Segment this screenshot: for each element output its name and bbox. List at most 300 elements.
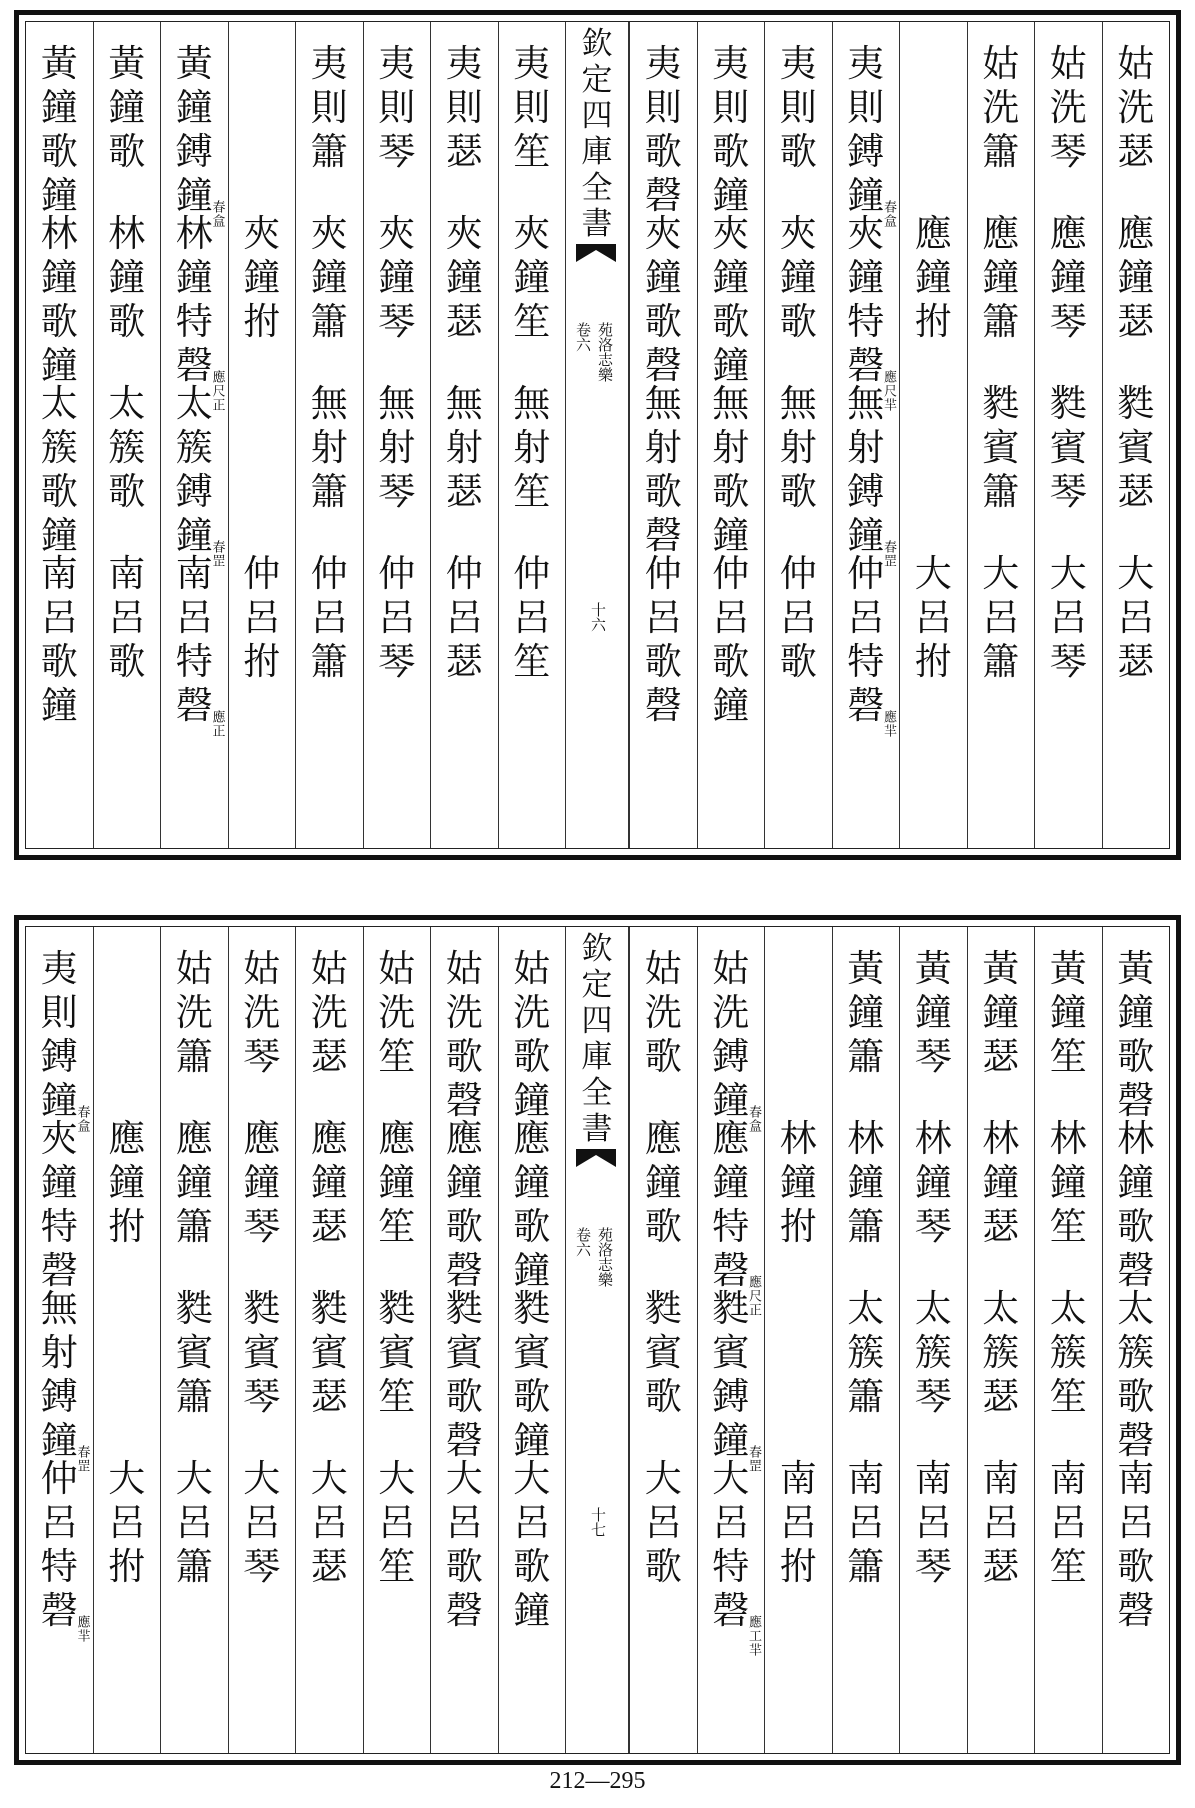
phrase-char: 歌	[40, 640, 78, 683]
text-column	[967, 22, 1035, 848]
phrase-char: 鐘	[779, 1161, 817, 1204]
phrase-char: 琴	[378, 640, 416, 683]
instrument-phrase	[161, 552, 228, 728]
phrase-char: 簫	[175, 1035, 213, 1078]
phrase-char: 簫	[847, 1205, 885, 1248]
phrase-char: 應	[1117, 212, 1155, 255]
center-title-char: 四	[581, 1003, 613, 1039]
phrase-char: 㽔	[175, 1287, 213, 1330]
phrase-char: 鎛	[40, 1375, 78, 1418]
text-column	[697, 927, 765, 1753]
phrase-char: 鐘	[40, 514, 78, 557]
instrument-phrase	[1103, 552, 1170, 684]
phrase-char: 夾	[40, 1117, 78, 1160]
center-title-char: 欽	[581, 931, 613, 967]
phrase-char: 太	[914, 1287, 952, 1330]
phrase-char: 林	[1117, 1117, 1155, 1160]
phrase-char: 林	[914, 1117, 952, 1160]
center-title-char: 庫	[581, 1039, 613, 1075]
phrase-char: 特	[175, 300, 213, 343]
center-title	[566, 26, 628, 242]
center-book-title: 苑洛志樂	[596, 1227, 614, 1287]
phrase-char: 則	[310, 86, 348, 129]
instrument-phrase	[765, 552, 832, 684]
pitch-annotation: 應正	[209, 710, 225, 738]
phrase-char: 笙	[513, 640, 551, 683]
phrase-char: 洗	[310, 991, 348, 1034]
instrument-phrase	[229, 212, 296, 344]
phrase-char: 簫	[310, 640, 348, 683]
phrase-char: 洗	[644, 991, 682, 1034]
phrase-char: 琴	[914, 1035, 952, 1078]
instrument-phrase	[431, 552, 498, 684]
phrase-char: 呂	[108, 596, 146, 639]
phrase-char: 鎛	[40, 1035, 78, 1078]
instrument-phrase	[431, 1287, 498, 1463]
phrase-char: 磬	[175, 684, 213, 727]
phrase-char: 呂	[40, 1501, 78, 1544]
phrase-char: 笙	[1049, 1545, 1087, 1588]
phrase-char: 歌	[644, 300, 682, 343]
bottom-page	[14, 915, 1181, 1765]
instrument-phrase	[1103, 212, 1170, 344]
instrument-phrase	[765, 1457, 832, 1589]
instrument-phrase	[364, 552, 431, 684]
phrase-char: 歌	[513, 1205, 551, 1248]
phrase-char: 洗	[1049, 86, 1087, 129]
phrase-char: 應	[513, 1117, 551, 1160]
text-column	[228, 927, 296, 1753]
instrument-phrase	[630, 552, 697, 728]
instrument-phrase	[499, 1457, 566, 1633]
instrument-phrase	[499, 42, 566, 174]
phrase-char: 瑟	[445, 130, 483, 173]
phrase-char: 應	[243, 1117, 281, 1160]
instrument-phrase	[698, 1457, 765, 1633]
instrument-phrase	[698, 552, 765, 728]
phrase-char: 姑	[378, 947, 416, 990]
phrase-char: 特	[712, 1545, 750, 1588]
phrase-char: 無	[445, 382, 483, 425]
phrase-char: 則	[513, 86, 551, 129]
phrase-char: 夾	[310, 212, 348, 255]
phrase-char: 笙	[378, 1035, 416, 1078]
phrase-char: 簇	[1049, 1331, 1087, 1374]
phrase-char: 太	[982, 1287, 1020, 1330]
phrase-char: 呂	[1049, 596, 1087, 639]
phrase-char: 㽔	[513, 1287, 551, 1330]
phrase-char: 鐘	[712, 256, 750, 299]
pitch-annotation: 應羋	[881, 710, 896, 738]
text-column	[629, 22, 697, 848]
phrase-char: 歌	[40, 130, 78, 173]
phrase-char: 磬	[644, 514, 682, 557]
phrase-char: 琴	[914, 1375, 952, 1418]
instrument-phrase	[833, 1287, 900, 1419]
phrase-char: 仲	[40, 1457, 78, 1500]
phrase-char: 呂	[644, 1501, 682, 1544]
text-column	[498, 22, 566, 848]
instrument-phrase	[698, 42, 765, 218]
text-column	[295, 927, 363, 1753]
phrase-char: 呂	[378, 1501, 416, 1544]
phrase-char: 㽔	[644, 1287, 682, 1330]
phrase-char: 無	[378, 382, 416, 425]
phrase-char: 呂	[779, 1501, 817, 1544]
phrase-char: 鐘	[1049, 1161, 1087, 1204]
phrase-char: 仲	[779, 552, 817, 595]
phrase-char: 簫	[982, 130, 1020, 173]
phrase-char: 鐘	[243, 256, 281, 299]
phrase-char: 鐘	[847, 1161, 885, 1204]
fishtail-mark-icon	[576, 1149, 616, 1169]
phrase-char: 鎛	[712, 1035, 750, 1078]
phrase-char: 黃	[108, 42, 146, 85]
instrument-phrase	[431, 382, 498, 514]
phrase-char: 鐘	[310, 256, 348, 299]
phrase-char: 瑟	[982, 1375, 1020, 1418]
phrase-char: 林	[175, 212, 213, 255]
phrase-char: 特	[712, 1205, 750, 1248]
phrase-char: 洗	[445, 991, 483, 1034]
phrase-char: 特	[40, 1205, 78, 1248]
phrase-char: 琴	[243, 1205, 281, 1248]
phrase-char: 歌	[40, 300, 78, 343]
phrase-char: 特	[847, 300, 885, 343]
page-footer-number: 212—295	[549, 1768, 646, 1794]
phrase-char: 鎛	[175, 470, 213, 513]
phrase-char: 大	[108, 1457, 146, 1500]
phrase-char: 洗	[712, 991, 750, 1034]
phrase-char: 笙	[513, 470, 551, 513]
phrase-char: 琴	[914, 1205, 952, 1248]
phrase-char: 歌	[644, 1035, 682, 1078]
instrument-phrase	[968, 552, 1035, 684]
instrument-phrase	[364, 1287, 431, 1419]
phrase-char: 仲	[310, 552, 348, 595]
instrument-phrase	[161, 1457, 228, 1589]
instrument-phrase	[900, 212, 967, 344]
instrument-phrase	[26, 552, 93, 728]
text-column	[160, 927, 228, 1753]
instrument-phrase	[833, 212, 900, 388]
phrase-char: 特	[847, 640, 885, 683]
instrument-phrase	[94, 552, 161, 684]
phrase-char: 㽔	[243, 1287, 281, 1330]
instrument-phrase	[1035, 1287, 1102, 1419]
phrase-char: 呂	[175, 596, 213, 639]
phrase-char: 瑟	[445, 300, 483, 343]
phrase-char: 簫	[982, 470, 1020, 513]
phrase-char: 太	[40, 382, 78, 425]
instrument-phrase	[26, 1117, 93, 1293]
center-title-char: 書	[581, 1111, 613, 1147]
instrument-phrase	[229, 1287, 296, 1419]
phrase-char: 笙	[378, 1375, 416, 1418]
phrase-char: 鐘	[378, 256, 416, 299]
pitch-annotation: 春盒	[209, 200, 225, 228]
phrase-char: 琴	[243, 1375, 281, 1418]
phrase-char: 歌	[644, 1375, 682, 1418]
phrase-char: 拊	[914, 640, 952, 683]
instrument-phrase	[26, 1457, 93, 1633]
text-column	[228, 22, 296, 848]
phrase-char: 鐘	[644, 1161, 682, 1204]
phrase-char: 姑	[1049, 42, 1087, 85]
instrument-phrase	[26, 42, 93, 218]
phrase-char: 鐘	[108, 86, 146, 129]
instrument-phrase	[26, 382, 93, 558]
instrument-phrase	[161, 947, 228, 1079]
phrase-char: 鐘	[644, 256, 682, 299]
phrase-char: 鐘	[914, 1161, 952, 1204]
top-page-frame	[25, 21, 1170, 849]
phrase-char: 呂	[243, 1501, 281, 1544]
phrase-char: 瑟	[982, 1035, 1020, 1078]
phrase-char: 笙	[513, 130, 551, 173]
text-column	[295, 22, 363, 848]
phrase-char: 歌	[644, 640, 682, 683]
phrase-char: 歌	[779, 470, 817, 513]
phrase-char: 洗	[378, 991, 416, 1034]
instrument-phrase	[296, 552, 363, 684]
phrase-char: 賓	[513, 1331, 551, 1374]
phrase-char: 太	[108, 382, 146, 425]
phrase-char: 鐘	[1117, 256, 1155, 299]
phrase-char: 笙	[1049, 1035, 1087, 1078]
phrase-char: 簫	[175, 1545, 213, 1588]
phrase-char: 姑	[1117, 42, 1155, 85]
instrument-phrase	[296, 1117, 363, 1249]
phrase-char: 鐘	[513, 1079, 551, 1122]
phrase-char: 林	[779, 1117, 817, 1160]
phrase-char: 簇	[1117, 1331, 1155, 1374]
phrase-char: 夾	[378, 212, 416, 255]
phrase-char: 鐘	[40, 174, 78, 217]
instrument-phrase	[499, 947, 566, 1123]
phrase-char: 南	[847, 1457, 885, 1500]
phrase-char: 琴	[1049, 640, 1087, 683]
phrase-char: 大	[310, 1457, 348, 1500]
phrase-char: 黃	[847, 947, 885, 990]
phrase-char: 歌	[108, 640, 146, 683]
phrase-char: 琴	[1049, 470, 1087, 513]
phrase-char: 鐘	[712, 1419, 750, 1462]
phrase-char: 射	[779, 426, 817, 469]
phrase-char: 歌	[513, 1545, 551, 1588]
phrase-char: 大	[175, 1457, 213, 1500]
phrase-char: 南	[914, 1457, 952, 1500]
phrase-char: 磬	[1117, 1419, 1155, 1462]
phrase-char: 鐘	[513, 1589, 551, 1632]
phrase-char: 㽔	[445, 1287, 483, 1330]
phrase-char: 鐘	[1049, 991, 1087, 1034]
instrument-phrase	[1103, 1117, 1170, 1293]
phrase-char: 夷	[779, 42, 817, 85]
phrase-char: 林	[108, 212, 146, 255]
phrase-char: 太	[1049, 1287, 1087, 1330]
phrase-char: 夷	[847, 42, 885, 85]
instrument-phrase	[1103, 1457, 1170, 1633]
phrase-char: 則	[378, 86, 416, 129]
instrument-phrase	[296, 947, 363, 1079]
phrase-char: 南	[779, 1457, 817, 1500]
instrument-phrase	[94, 1457, 161, 1589]
phrase-char: 射	[513, 426, 551, 469]
phrase-char: 歌	[1117, 1545, 1155, 1588]
phrase-char: 磬	[40, 1589, 78, 1632]
phrase-char: 無	[644, 382, 682, 425]
phrase-char: 賓	[644, 1331, 682, 1374]
phrase-char: 鐘	[982, 256, 1020, 299]
phrase-char: 夾	[779, 212, 817, 255]
phrase-char: 仲	[712, 552, 750, 595]
text-column	[26, 927, 93, 1753]
instrument-phrase	[833, 947, 900, 1079]
phrase-char: 無	[779, 382, 817, 425]
phrase-char: 鐘	[175, 1161, 213, 1204]
top-page	[14, 10, 1181, 860]
phrase-char: 鎛	[847, 130, 885, 173]
pitch-annotation: 應尺羋	[881, 370, 896, 412]
phrase-char: 南	[1049, 1457, 1087, 1500]
center-title-char: 庫	[581, 134, 613, 170]
pitch-annotation: 春盒	[881, 200, 896, 228]
phrase-char: 歌	[445, 1545, 483, 1588]
instrument-phrase	[161, 212, 228, 388]
instrument-phrase	[499, 1287, 566, 1463]
phrase-char: 琴	[1049, 300, 1087, 343]
phrase-char: 呂	[108, 1501, 146, 1544]
phrase-char: 夷	[378, 42, 416, 85]
text-column	[26, 22, 93, 848]
phrase-char: 鐘	[712, 1079, 750, 1122]
phrase-char: 太	[847, 1287, 885, 1330]
instrument-phrase	[364, 42, 431, 174]
phrase-char: 應	[644, 1117, 682, 1160]
phrase-char: 呂	[847, 1501, 885, 1544]
phrase-char: 呂	[310, 1501, 348, 1544]
phrase-char: 林	[982, 1117, 1020, 1160]
phrase-char: 夷	[40, 947, 78, 990]
phrase-char: 無	[847, 382, 885, 425]
instrument-phrase	[431, 212, 498, 344]
instrument-phrase	[364, 1457, 431, 1589]
phrase-char: 黃	[40, 42, 78, 85]
instrument-phrase	[968, 42, 1035, 174]
phrase-char: 南	[982, 1457, 1020, 1500]
phrase-char: 則	[445, 86, 483, 129]
instrument-phrase	[1035, 382, 1102, 514]
phrase-char: 歌	[1117, 1035, 1155, 1078]
phrase-char: 洗	[175, 991, 213, 1034]
phrase-char: 鐘	[40, 1079, 78, 1122]
phrase-char: 姑	[982, 42, 1020, 85]
instrument-phrase	[765, 42, 832, 174]
pitch-annotation: 應工羋	[746, 1615, 761, 1657]
phrase-char: 簫	[175, 1205, 213, 1248]
phrase-char: 洗	[243, 991, 281, 1034]
phrase-char: 簇	[108, 426, 146, 469]
instrument-phrase	[833, 1457, 900, 1589]
phrase-char: 則	[712, 86, 750, 129]
phrase-char: 鐘	[712, 684, 750, 727]
instrument-phrase	[900, 1457, 967, 1589]
instrument-phrase	[900, 947, 967, 1079]
phrase-char: 鐘	[712, 514, 750, 557]
phrase-char: 簫	[310, 300, 348, 343]
instrument-phrase	[94, 1117, 161, 1249]
instrument-phrase	[630, 382, 697, 558]
phrase-char: 琴	[914, 1545, 952, 1588]
phrase-char: 磬	[40, 1249, 78, 1292]
instrument-phrase	[94, 42, 161, 174]
phrase-char: 應	[175, 1117, 213, 1160]
phrase-char: 賓	[982, 426, 1020, 469]
phrase-char: 洗	[982, 86, 1020, 129]
phrase-char: 仲	[847, 552, 885, 595]
phrase-char: 笙	[1049, 1205, 1087, 1248]
instrument-phrase	[765, 212, 832, 344]
phrase-char: 姑	[513, 947, 551, 990]
instrument-phrase	[229, 1457, 296, 1589]
phrase-char: 無	[513, 382, 551, 425]
phrase-char: 無	[310, 382, 348, 425]
phrase-char: 夷	[712, 42, 750, 85]
phrase-char: 簫	[982, 300, 1020, 343]
phrase-char: 鐘	[175, 174, 213, 217]
text-column	[498, 927, 566, 1753]
instrument-phrase	[296, 1287, 363, 1419]
instrument-phrase	[364, 947, 431, 1079]
phrase-char: 呂	[1049, 1501, 1087, 1544]
phrase-char: 大	[644, 1457, 682, 1500]
phrase-char: 姑	[712, 947, 750, 990]
phrase-char: 太	[175, 382, 213, 425]
phrase-char: 瑟	[1117, 300, 1155, 343]
phrase-char: 簫	[175, 1375, 213, 1418]
phrase-char: 姑	[310, 947, 348, 990]
phrase-char: 簫	[847, 1375, 885, 1418]
phrase-char: 鐘	[513, 1419, 551, 1462]
phrase-char: 拊	[243, 640, 281, 683]
phrase-char: 鐘	[847, 256, 885, 299]
phrase-char: 射	[644, 426, 682, 469]
center-title-char: 定	[581, 62, 613, 98]
phrase-char: 磬	[644, 174, 682, 217]
phrase-char: 磬	[644, 344, 682, 387]
text-column	[363, 927, 431, 1753]
phrase-char: 琴	[378, 130, 416, 173]
phrase-char: 鐘	[847, 174, 885, 217]
phrase-char: 鐘	[445, 1161, 483, 1204]
phrase-char: 鐘	[982, 991, 1020, 1034]
phrase-char: 瑟	[445, 640, 483, 683]
text-column	[1102, 22, 1170, 848]
phrase-char: 歌	[513, 1375, 551, 1418]
phrase-char: 應	[108, 1117, 146, 1160]
phrase-char: 林	[847, 1117, 885, 1160]
phrase-char: 姑	[175, 947, 213, 990]
text-column	[629, 927, 697, 1753]
instrument-phrase	[296, 42, 363, 174]
center-title-char: 全	[581, 170, 613, 206]
instrument-phrase	[630, 1117, 697, 1249]
phrase-char: 磬	[445, 1249, 483, 1292]
phrase-char: 鐘	[1117, 991, 1155, 1034]
phrase-char: 應	[914, 212, 952, 255]
phrase-char: 瑟	[310, 1545, 348, 1588]
